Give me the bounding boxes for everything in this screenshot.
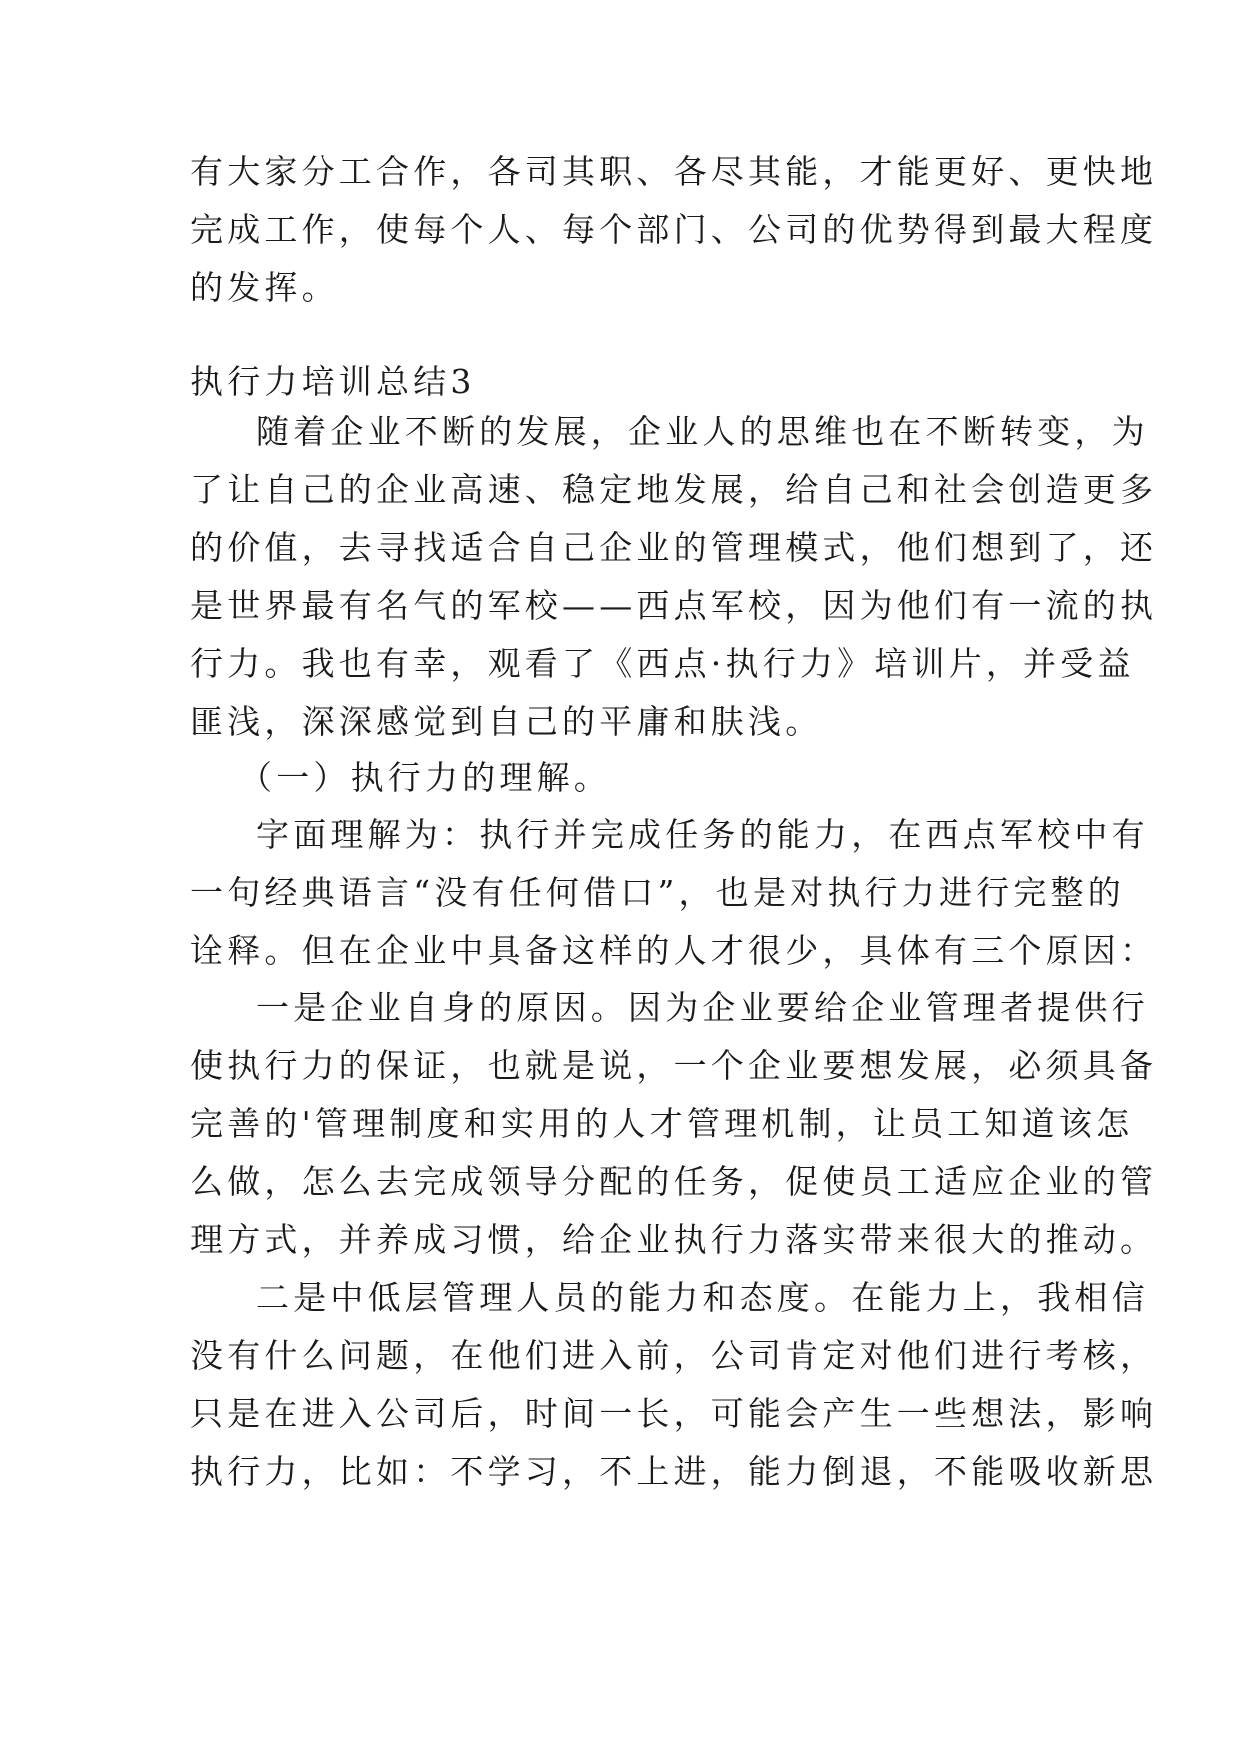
paragraph-line: 完成工作，使每个人、每个部门、公司的优势得到最大程度 (190, 210, 1158, 249)
section-title: 执行力培训总结3 (190, 362, 476, 401)
paragraph-line: 字面理解为：执行并完成任务的能力，在西点军校中有 (256, 815, 1149, 854)
paragraph-line: 么做，怎么去完成领导分配的任务，促使员工适应企业的管 (190, 1162, 1158, 1201)
paragraph-line: 使执行力的保证，也就是说，一个企业要想发展，必须具备 (190, 1046, 1158, 1085)
paragraph-line: 完善的'管理制度和实用的人才管理机制，让员工知道该怎 (190, 1104, 1134, 1143)
paragraph-line: 有大家分工合作，各司其职、各尽其能，才能更好、更快地 (190, 152, 1158, 191)
paragraph-line: 匪浅，深深感觉到自己的平庸和肤浅。 (190, 702, 823, 741)
paragraph-line: 的发挥。 (190, 268, 339, 307)
paragraph-line: 随着企业不断的发展，企业人的思维也在不断转变，为 (256, 412, 1149, 451)
paragraph-line: 理方式，并养成习惯，给企业执行力落实带来很大的推动。 (190, 1220, 1158, 1259)
paragraph-line: 没有什么问题，在他们进入前，公司肯定对他们进行考核， (190, 1336, 1158, 1375)
paragraph-line: 是世界最有名气的军校——西点军校，因为他们有一流的执 (190, 586, 1158, 625)
paragraph-line: 了让自己的企业高速、稳定地发展，给自己和社会创造更多 (190, 470, 1158, 509)
paragraph-line: 的价值，去寻找适合自己企业的管理模式，他们想到了，还 (190, 528, 1158, 567)
paragraph-line: 行力。我也有幸，观看了《西点·执行力》培训片，并受益 (190, 644, 1135, 683)
paragraph-line: 执行力，比如：不学习，不上进，能力倒退，不能吸收新思 (190, 1452, 1158, 1491)
subsection-heading: （一）执行力的理解。 (239, 758, 611, 797)
paragraph-line: 只是在进入公司后，时间一长，可能会产生一些想法，影响 (190, 1394, 1158, 1433)
paragraph-line: 二是中低层管理人员的能力和态度。在能力上，我相信 (256, 1278, 1149, 1317)
paragraph-line: 一是企业自身的原因。因为企业要给企业管理者提供行 (256, 988, 1149, 1027)
paragraph-line: 诠释。但在企业中具备这样的人才很少，具体有三个原因： (190, 931, 1158, 970)
paragraph-line: 一句经典语言“没有任何借口”，也是对执行力进行完整的 (190, 873, 1125, 912)
